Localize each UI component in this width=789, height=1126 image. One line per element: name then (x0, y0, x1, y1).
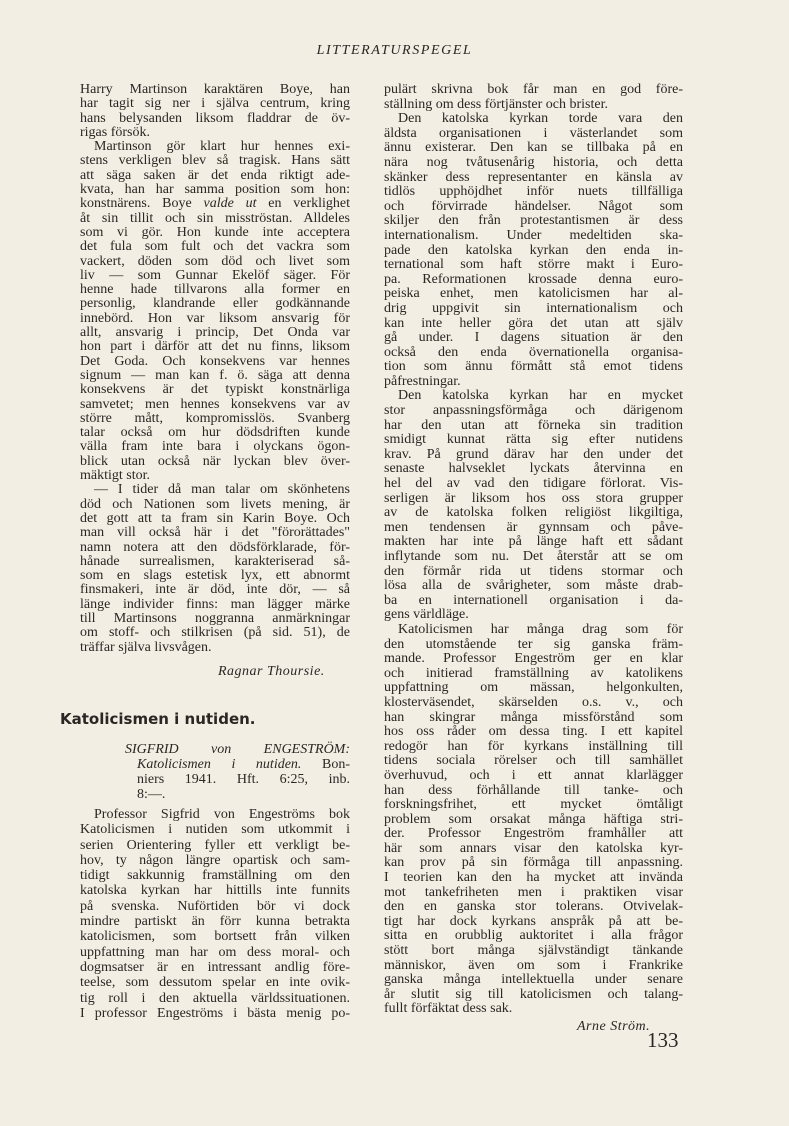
text-line: den förmår rida ut tidens stormar och (384, 563, 683, 579)
author-signature-thoursie: Ragnar Thoursie. (218, 664, 325, 679)
text-segment: en verklighet (256, 196, 350, 212)
text-line: som vi gör. Hon kunde inte acceptera (80, 224, 350, 240)
text-line: ställning om dess förtjänster och brister. (384, 96, 608, 112)
text-line: hon part i därför att det nu finns, liksom (80, 339, 350, 355)
text-line: liv — som Gunnar Ekelöf säger. För (80, 267, 350, 283)
text-line: senaste halvseklet lyckats återvinna en (384, 461, 683, 477)
text-line: internationalism. Under medeltiden ska- (384, 227, 683, 243)
text-line: serien Orientering fyller ett verkligt be- (80, 837, 350, 853)
text-line: mot tankefriheten men i praktiken visar (384, 884, 683, 900)
text-line: hans belysanden liksom fladdrar de öv- (80, 110, 350, 126)
text-line: sitta en orubblig auktoritet i alla frågor (384, 928, 683, 944)
text-line: man vill också här i det "förorättades" (80, 525, 350, 541)
text-line: äldsta organisationen i västerlandet som (384, 125, 683, 141)
text-line: der. Professor Engeström framhåller att (384, 826, 683, 842)
text-line: och förvirrade händelser. Något som (384, 198, 683, 214)
text-line: finsmakeri, inte är död, inte dör, — så (80, 582, 350, 598)
text-line: allt, ansvarig i princip, Det Onda var (80, 325, 350, 341)
text-line: överhuvud, och i ett annat klarlägger (384, 767, 683, 783)
author-signature-strom: Arne Ström. (577, 1019, 651, 1034)
text-line: Katolicismen i nutiden som utkommit i (80, 822, 350, 838)
review-body-left (80, 807, 350, 1021)
text-line: kvata, han har samma position som hon: (80, 182, 350, 198)
page-number: 133 (647, 1028, 679, 1052)
text-line: samvetet; men hennes konsekvens var av (80, 396, 350, 412)
text-line: problem som orsakat många häftiga stri- (384, 811, 683, 827)
bib-title: Katolicismen i nutiden. (137, 757, 302, 772)
text-line: personlig, klandrande eller godkännande (80, 296, 350, 312)
italic-text: valde ut (203, 196, 257, 212)
text-line: år slutit sig till katolicismen och talang- (384, 986, 683, 1002)
text-line: stor anpassningsförmåga och därigenom (384, 403, 683, 419)
bibliographic-entry (125, 742, 350, 802)
text-line: tig roll i den aktuella världssituationen. (80, 990, 350, 1006)
text-line: påfrestningar. (384, 373, 461, 389)
text-line: det fula som fult och det vackra som (80, 239, 350, 255)
text-line: gå under. I dagens situation är den (384, 330, 683, 346)
review-heading: Katolicismen i nutiden. (60, 710, 256, 728)
running-header: LITTERATURSPEGEL (316, 43, 473, 58)
text-line: uppfattning om mässan, helgonkulten, (384, 680, 683, 696)
text-line: död och Nationen som livets mening, är (80, 496, 350, 512)
text-line: hos oss råder om dessa ting. I ett kapitel (384, 724, 683, 740)
text-line: ganska många intellektuella under senare (384, 972, 683, 988)
text-line: åt sin tillit och sin misströstan. Alldeles (80, 210, 350, 226)
right-column-text (384, 83, 683, 1017)
text-line: kan prov på sin förmåga till anpassning. (384, 855, 683, 871)
text-line: ännu existerar. Den kan se tillbaka på en (384, 140, 683, 156)
text-line: I professor Engeströms i bästa menig po- (80, 1005, 350, 1021)
text-line: Professor Sigfrid von Engeströms bok (94, 807, 350, 822)
text-line: forskningsfrihet, ett mycket ömtåligt (384, 797, 683, 813)
text-line: här som annars visar den katolska kyr- (384, 840, 683, 856)
text-line: signum — man kan f. ö. säga att denna (80, 367, 350, 383)
text-line: har den utan att förneka sin tradition (384, 417, 683, 433)
text-line: det gott att ta fram sin Karin Boye. Och (80, 510, 350, 526)
text-line: Det Goda. Och konsekvens var hennes (80, 353, 350, 369)
text-segment: konstnärens. Boye (80, 196, 204, 212)
text-line: hov, ty någon längre opartisk och sam- (80, 852, 350, 868)
text-line: länge individer finns: man lägger märke (80, 596, 350, 612)
text-line: träffar själva livsvågen. (80, 639, 212, 655)
text-line: tidigt sakkunnig framställning om den (80, 868, 350, 884)
text-line: att säga saken är det enda riktigt ade- (80, 167, 350, 183)
text-line: har tagit sig ner i själva centrum, kring (80, 96, 350, 112)
left-column-text (80, 83, 350, 655)
text-line: I teorien kan den ha mycket att invända (384, 870, 683, 886)
text-line: pa. Reformationen krossade denna euro- (384, 271, 683, 287)
text-line: Harry Martinson karaktären Boye, han (80, 82, 350, 97)
text-line: nära nog tvåtusenårig historia, och detta (384, 154, 683, 170)
text-line: den en ganska stor tolerans. Otvivelak- (384, 899, 683, 915)
text-line: makten har inte på länge haft ett sådant (384, 534, 683, 550)
text-line (80, 197, 350, 211)
text-line: lösa alla de svårigheter, som måste drab- (384, 578, 683, 594)
text-line: vackert, döden som död och livet som (80, 253, 350, 269)
text-line: Martinson gör klart hur hennes exi- (94, 139, 350, 155)
text-line: mande. Professor Engeström ger en klar (384, 651, 683, 667)
text-line: uppfattning man har om dess moral- och (80, 944, 350, 960)
text-line: på svenska. Nuförtiden bör vi dock (80, 898, 350, 914)
text-line: henne hade tillvarons alla former en (80, 282, 350, 298)
text-line: gens världläge. (384, 607, 469, 623)
bib-details: niers 1941. Hft. 6:25, inb. (137, 772, 350, 787)
text-line: till Martinsons noggranna anmärkningar (80, 610, 350, 626)
text-line: blick utan också när lyckan blev över- (80, 453, 350, 469)
text-line: också den enda övernationella organisa- (384, 344, 683, 360)
text-line: katolicismen, som bortsett från vilken (80, 929, 350, 945)
bib-price: 8:—. (137, 787, 166, 802)
text-line: dogmsatser är en intressant andlig före- (80, 959, 350, 975)
text-line: peiska enhet, men katolicismen har al- (384, 286, 683, 302)
bib-title-line (125, 757, 350, 772)
text-line: Den katolska kyrkan torde vara den (398, 111, 683, 127)
text-line: tidens sociala rörelser och till samhället (384, 753, 683, 769)
text-line: som en slags estetisk lyx, ett abnormt (80, 568, 350, 584)
text-line: klosterväsendet, skärselden o.s. v., och (384, 694, 683, 710)
text-line: fullt förfäktat dess sak. (384, 1001, 513, 1017)
text-line: Den katolska kyrkan har en mycket (398, 388, 683, 404)
text-line: stens verkligen blev så tragisk. Hans sätt (80, 153, 350, 169)
text-line: skiljer den från protestantismen är dess (384, 213, 683, 229)
text-line: mäktigt stor. (80, 468, 150, 484)
text-line: om stoff- och stilkrisen (på sid. 51), de (80, 625, 350, 641)
text-line: större mått, kompromisslös. Svanberg (80, 410, 350, 426)
text-line: pade den katolska kyrkan den enda in- (384, 242, 683, 258)
text-line: han dess förhållande till tanke- och (384, 782, 683, 798)
text-line: ternational som haft större makt i Euro- (384, 257, 683, 273)
text-line: och initierad framställning av katolikens (384, 665, 683, 681)
text-line: namn notera att den dödsförklarade, för- (80, 539, 350, 555)
text-line: kan inte heller göra det utan att själv (384, 315, 683, 331)
text-line: redogör han för kyrkans inställning till (384, 738, 683, 754)
text-line: konsekvens är det typiskt konstnärliga (80, 382, 350, 398)
text-line: Katolicismen har många drag som för (398, 621, 683, 637)
text-line: teelse, som dessutom spelar en inte ovik- (80, 975, 350, 991)
text-line: välla fram inte bara i olyckans ögon- (80, 439, 350, 455)
text-line: hånade surrealismen, karakteriserad så- (80, 553, 350, 569)
text-line: innebörd. Hon var liksom ansvarig för (80, 310, 350, 326)
text-line: katolska kyrkan har hittills inte funnits (80, 883, 350, 899)
text-line: tidlös upphöjdhet inför nuets tillfälliga (384, 184, 683, 200)
bib-author: SIGFRID von ENGESTRÖM: (125, 742, 350, 757)
text-line: rigas försök. (80, 124, 150, 140)
text-line: inflytande som nu. Det återstår att se om (384, 549, 683, 564)
bib-publisher: Bon- (301, 757, 350, 772)
text-line: pulärt skrivna bok får man en god före- (384, 82, 683, 97)
text-line: mindre partiskt än förr kunna betrakta (80, 914, 350, 930)
text-line: stött bort många självständigt tänkande (384, 943, 683, 959)
text-line: av de katolska folken religiöst likgiltiga, (384, 505, 683, 521)
text-line: hel del av vad den tidigare förlorat. Vis- (384, 476, 683, 492)
text-line: tion som ännu förmått stå emot tidens (384, 359, 683, 375)
text-line: han skingrar många missförstånd som (384, 709, 683, 725)
text-line: — I tider då man talar om skönhetens (94, 482, 350, 498)
text-line: skänker dess representanter en känsla av (384, 169, 683, 185)
text-line: tigt har dock kyrkans anspråk på att be- (384, 913, 683, 929)
text-line: drig uppgivit sin internationalism och (384, 300, 683, 316)
text-line: talar också om hur dödsdriften kunde (80, 425, 350, 441)
text-line: men tendensen är gynnsam och påve- (384, 519, 683, 535)
text-line: ba en internationell organisation i da- (384, 592, 683, 608)
text-line: människor, även om som i Frankrike (384, 957, 683, 973)
text-line: den utomstående ter sig ganska främ- (384, 636, 683, 652)
text-line: krav. På grund därav har den under det (384, 446, 683, 462)
text-line: serligen är liksom hos oss stora grupper (384, 490, 683, 506)
text-line: smidigt kunnat rätta sig efter nutidens (384, 432, 683, 448)
